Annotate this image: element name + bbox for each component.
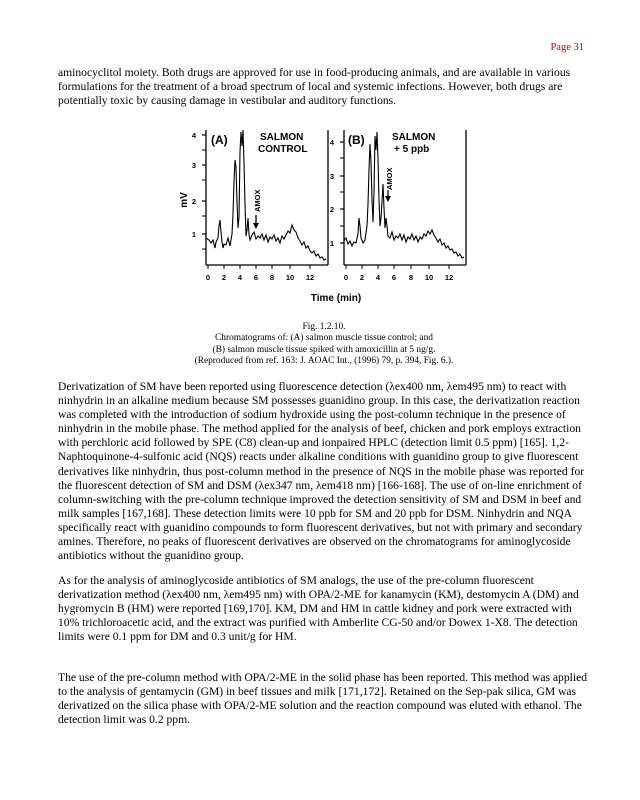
panel-b-title-line1: SALMON	[392, 132, 436, 143]
chromatogram-figure	[176, 122, 476, 312]
panel-b-label: (B)	[348, 133, 365, 147]
page-number: Page 31	[550, 42, 584, 53]
panel-b-x-tick: 2	[359, 273, 365, 282]
caption-line: Chromatograms of: (A) salmon muscle tissue control; and	[215, 333, 433, 344]
x-axis-title: Time (min)	[310, 293, 362, 304]
panel-b-x-tick: 6	[391, 273, 397, 282]
chromatogram-svg	[176, 122, 476, 312]
caption-line: (B) salmon muscle tissue spiked with amoxicillin at 5 ng/g.	[212, 344, 436, 355]
panel-a-title-line1: SALMON	[260, 132, 304, 143]
panel-b-amox-label: AMOX	[385, 167, 394, 190]
panel-b-x-tick: 10	[424, 273, 434, 282]
caption-line: Fig. 1.2.10.	[302, 322, 346, 332]
panel-a-title-line2: CONTROL	[258, 144, 308, 155]
panel-b-x-tick: 8	[408, 273, 414, 282]
paragraph-2: Derivatization of SM have been reported using fluorescence detection (λex400 nm, λem495 nm) to react with ninhydrin in an alkaline medium because SM possesses guanidino group. In this case, the derivatization reaction was completed with the introduction of sodium hydroxide using the post-column technique in the presence of ninhydrin in the mobile phase. The method applied for the analysis of beef, chicken and pork employs extraction with perchloric acid followed by SPE (C8) clean-up and ionpaired HPLC (detection limit 0.5 ppm) [165]. 1,2-Naphtoquinone-4-sulfonic acid (NQS) reacts under alkaline conditions with guanidino group to give fluorescent derivatives like ninhydrin, thus post-column method in the presence of NQS in the mobile phase was reported for the fluorescent detection of SM and DSM (λex347 nm, λem418 nm) [166-168]. The use of on-line enrichment of column-switching with the pre-column technique improved the detection sensitivity of SM and DSM in beef and milk samples [167,168]. These detection limits were 10 ppb for SM and 20 ppb for DSM. Ninhydrin and NQA specifically react with guanidino compounds to form fluorescent derivatives, but not with primary and secondary amines. Therefore, no peaks of fluorescent derivatives are observed on the chromatograms for aminoglycoside antibiotics without the guanidino group.	[58, 380, 585, 563]
panel-b-x-tick: 4	[375, 273, 381, 282]
panel-a-amox-label: AMOX	[253, 189, 262, 212]
panel-b	[330, 130, 466, 282]
panel-a	[192, 130, 328, 282]
panel-b-y-tick: 2	[329, 205, 334, 214]
panel-a-y-tick: 3	[191, 161, 196, 170]
panel-a-y-tick: 4	[191, 131, 196, 140]
panel-b-title-line2: + 5 ppb	[394, 144, 430, 155]
panel-a-x-tick: 12	[305, 273, 315, 282]
panel-a-label: (A)	[211, 133, 228, 147]
panel-a-y-tick: 2	[191, 197, 196, 206]
panel-a-x-tick: 8	[269, 273, 275, 282]
panel-a-x-tick: 4	[237, 273, 243, 282]
caption-line: (Reproduced from ref. 163: J. AOAC Int., (1996) 79, p. 394, Fig. 6.).	[194, 356, 454, 367]
panel-a-x-tick: 6	[253, 273, 259, 282]
panel-b-x-tick: 12	[444, 273, 454, 282]
figure-caption	[58, 322, 590, 368]
paragraph-3: As for the analysis of aminoglycoside antibiotics of SM analogs, the use of the pre-column fluorescent derivatization method (λex400 nm, λem495 nm) with OPA/2-ME for kanamycin (KM), destomycin A (DM) and hygromycin B (HM) were reported [169,170]. KM, DM and HM in cattle kidney and pork were extracted with 10% trichloroacetic acid, and the extract was purified with Amberlite CG-50 and/or Dowex 1-X8. The detection limits were 0.1 ppm for DM and 0.3 unit/g for HM.	[58, 574, 579, 644]
panel-b-y-tick: 4	[329, 138, 334, 147]
paragraph-4: The use of the pre-column method with OPA/2-ME in the solid phase has been reported. This method was applied to the analysis of gentamycin (GM) in beef tissues and milk [171,172]. Retained on the Sep-pak silica, GM was derivatized on the silica phase with OPA/2-ME solution and the reaction compound was eluted with ethanol. The detection limit was 0.2 ppm.	[58, 671, 588, 727]
panel-a-y-tick: 1	[191, 230, 196, 239]
y-axis-title: mV	[179, 192, 190, 208]
panel-b-x-tick: 0	[343, 273, 349, 282]
panel-b-y-tick: 1	[329, 239, 334, 248]
panel-a-x-tick: 10	[285, 273, 295, 282]
paragraph-1: aminocyclitol moiety. Both drugs are approved for use in food-producing animals, and are available in various formulations for the treatment of a broad spectrum of local and systemic infections. However, both drugs are potentially toxic by causing damage in vestibular and auditory functions.	[58, 66, 571, 108]
panel-a-x-tick: 0	[205, 273, 211, 282]
panel-a-x-tick: 2	[221, 273, 227, 282]
panel-b-y-tick: 3	[329, 172, 334, 181]
